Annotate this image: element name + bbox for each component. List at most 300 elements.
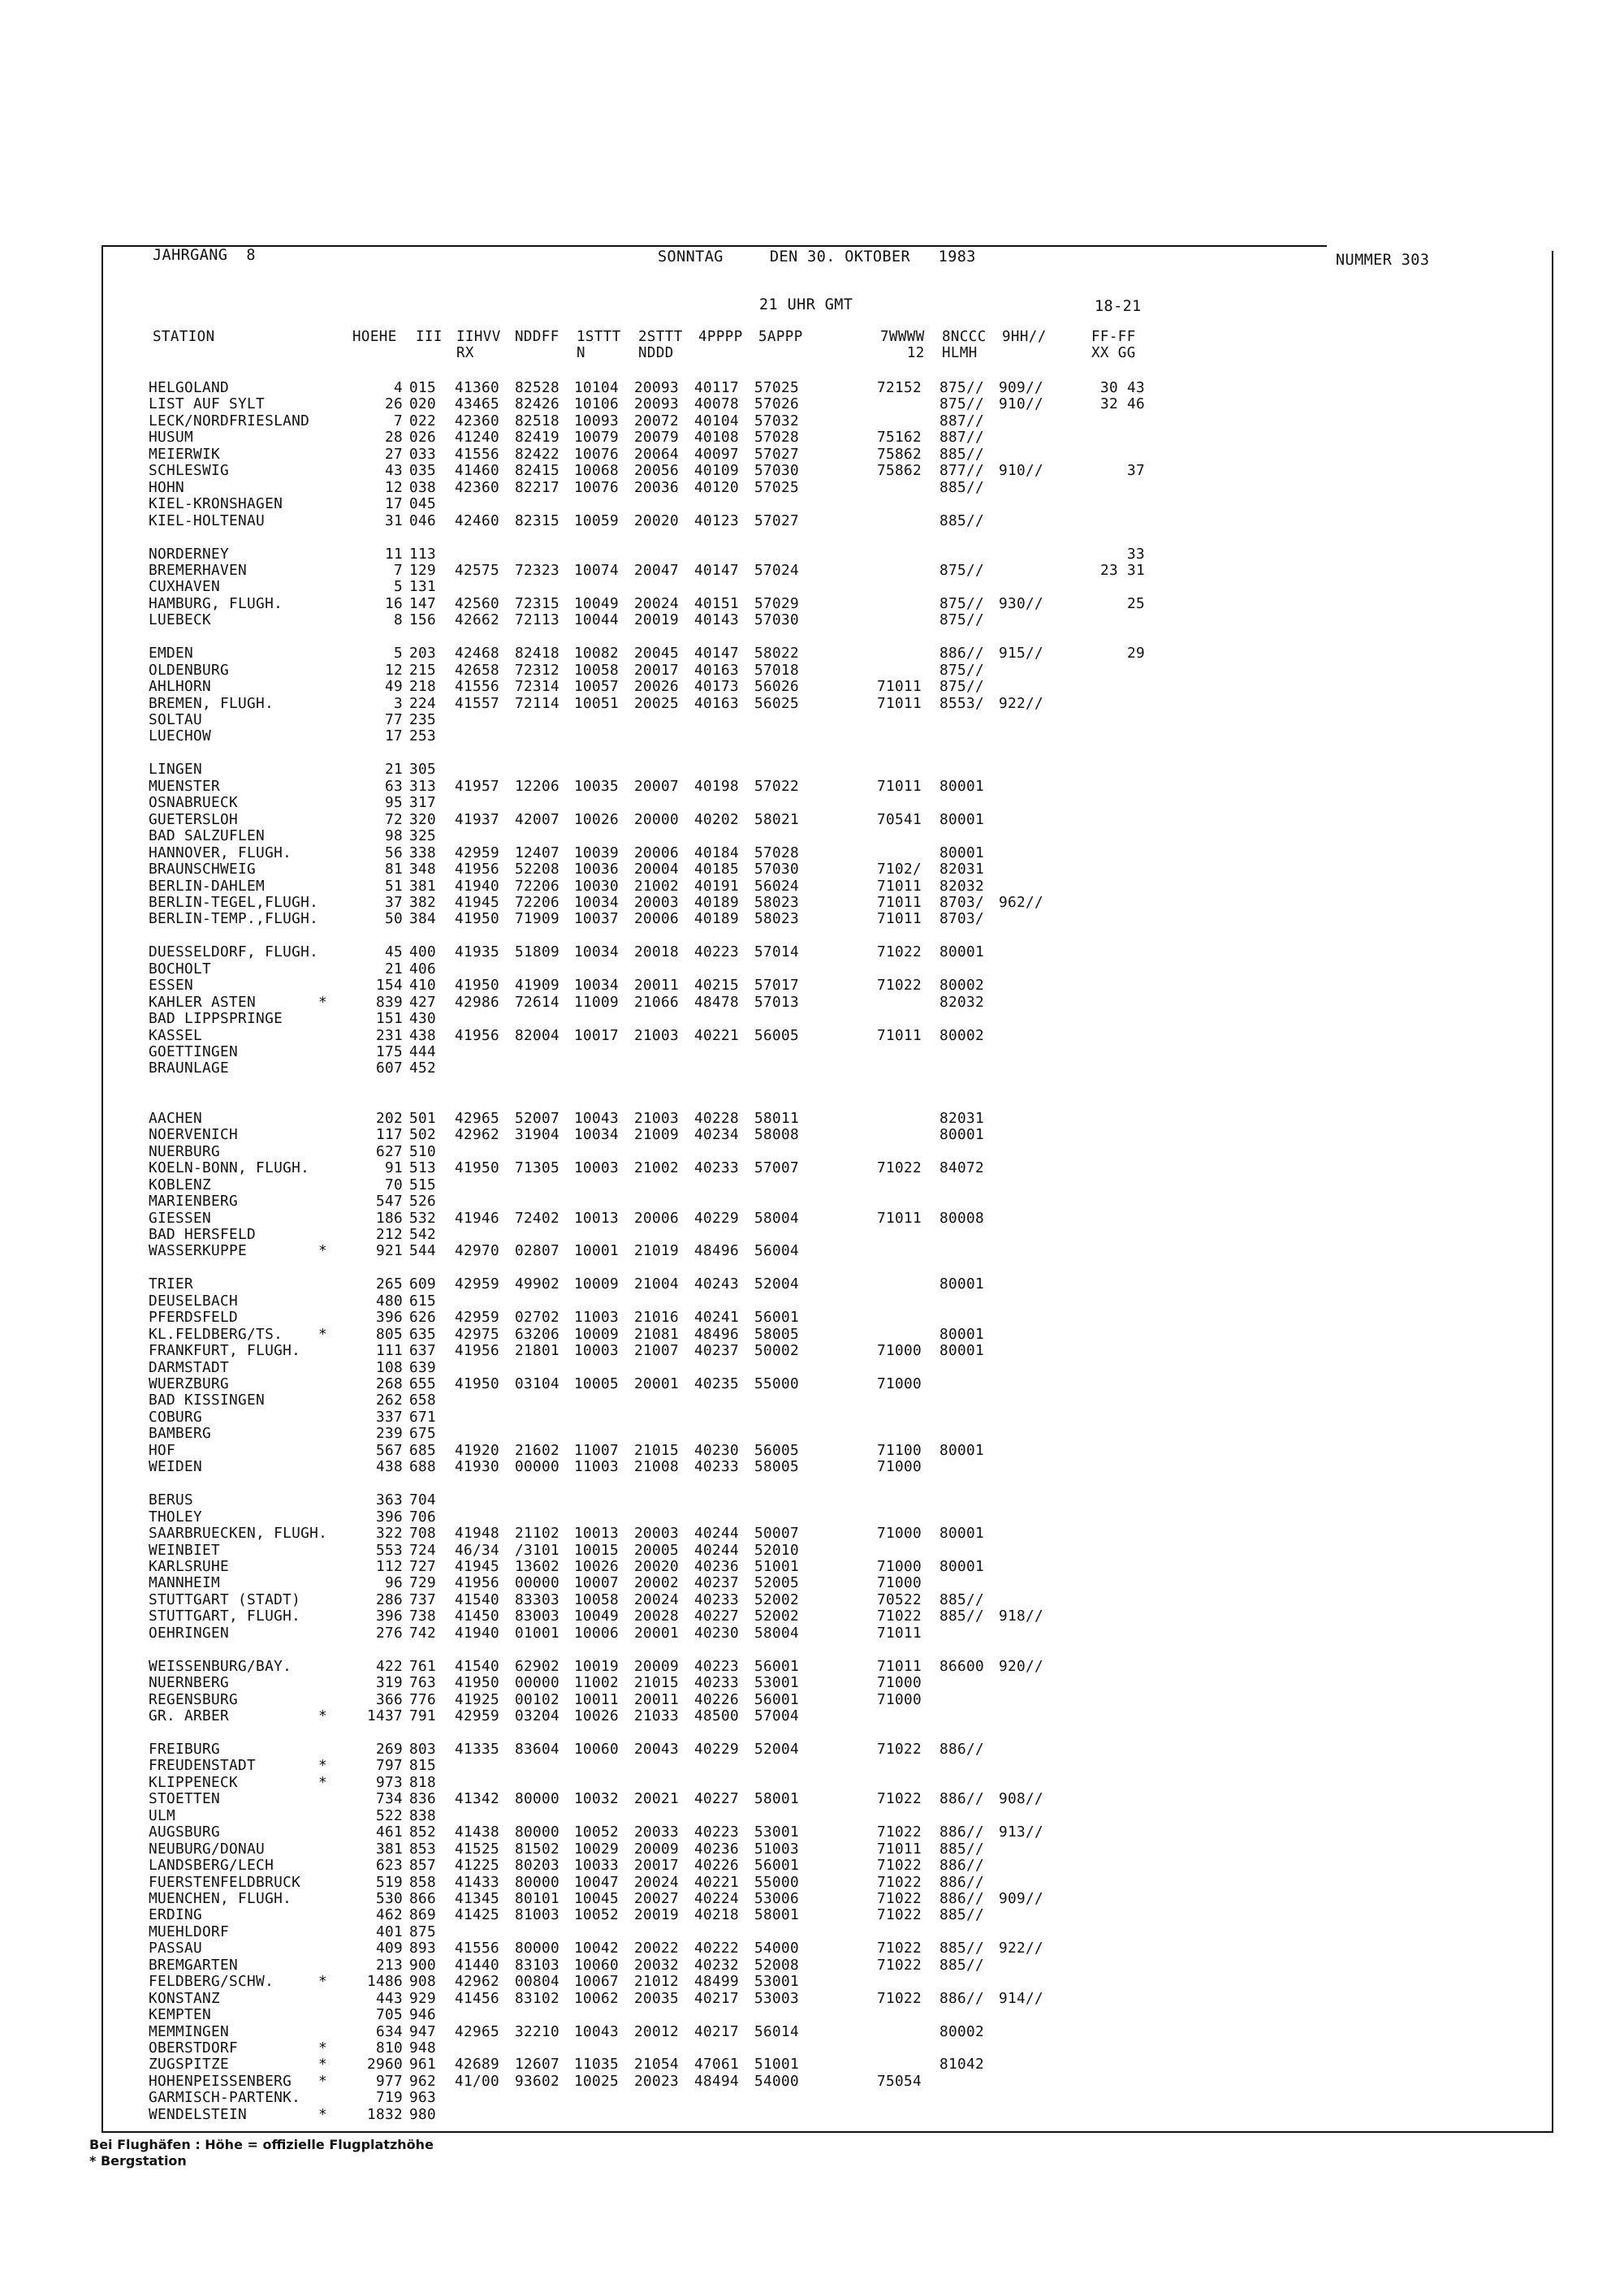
- cell-hoehe: 734: [375, 1790, 403, 1807]
- cell-station: LIST AUF SYLT: [149, 395, 266, 412]
- cell-station: LECK/NORDFRIESLAND: [149, 412, 310, 429]
- cell-c3: 42460: [455, 512, 500, 529]
- cell-c9: 71000: [877, 1342, 922, 1359]
- cell-c6: 21002: [634, 878, 680, 895]
- cell-c8: 51001: [754, 1558, 800, 1575]
- cell-c7: 40189: [694, 910, 740, 927]
- cell-c7: 40143: [694, 611, 740, 628]
- cell-station: OEHRINGEN: [149, 1625, 230, 1642]
- cell-c10: 886//: [939, 645, 985, 662]
- cell-c10: 80002: [939, 1027, 985, 1044]
- cell-c6: 20019: [634, 1906, 680, 1923]
- cell-hoehe: 72: [384, 811, 403, 828]
- cell-hoehe: 3: [393, 695, 403, 712]
- cell-station: WEIDEN: [149, 1458, 203, 1475]
- cell-c9: 71022: [877, 1906, 922, 1923]
- cell-c9: 71022: [877, 1608, 922, 1625]
- cell-hoehe: 381: [375, 1841, 403, 1858]
- cell-c11: 914//: [999, 1990, 1044, 2007]
- cell-c5: 10104: [574, 379, 620, 396]
- cell-c5: 10076: [574, 479, 620, 496]
- cell-c7: 40184: [694, 844, 740, 861]
- cell-iii: 203: [409, 645, 437, 662]
- cell-c10: 80001: [939, 844, 985, 861]
- cell-c7: 48494: [694, 2073, 740, 2090]
- cell-c3: 41950: [455, 1159, 500, 1176]
- cell-c3: 42689: [455, 2056, 500, 2073]
- cell-hoehe: 37: [384, 894, 403, 911]
- cell-station: AUGSBURG: [149, 1823, 221, 1841]
- cell-c6: 20036: [634, 479, 680, 496]
- cell-c3: 41946: [455, 1210, 500, 1227]
- cell-c6: 20012: [634, 2023, 680, 2040]
- cell-star: *: [318, 2056, 328, 2073]
- cell-hoehe: 522: [375, 1807, 403, 1824]
- cell-c7: 40228: [694, 1110, 740, 1127]
- cell-star: *: [318, 1326, 328, 1343]
- cell-iii: 704: [409, 1491, 437, 1508]
- cell-c4: /3101: [515, 1542, 560, 1559]
- cell-c3: 42975: [455, 1326, 500, 1343]
- cell-station: KOELN-BONN, FLUGH.: [149, 1159, 310, 1176]
- cell-c7: 40227: [694, 1608, 740, 1625]
- cell-c7: 40117: [694, 379, 740, 396]
- cell-hoehe: 265: [375, 1275, 403, 1293]
- cell-c3: 41335: [455, 1741, 500, 1758]
- cell-c8: 58023: [754, 910, 800, 927]
- cell-c8: 58008: [754, 1126, 800, 1143]
- cell-c6: 20072: [634, 412, 680, 429]
- cell-c8: 52010: [754, 1542, 800, 1559]
- cell-hoehe: 443: [375, 1990, 403, 2007]
- cell-c4: 83604: [515, 1741, 560, 1758]
- cell-hoehe: 231: [375, 1027, 403, 1044]
- cell-station: PASSAU: [149, 1940, 203, 1957]
- cell-iii: 658: [409, 1392, 437, 1409]
- cell-c8: 57024: [754, 562, 800, 579]
- cell-station: ERDING: [149, 1906, 203, 1923]
- cell-station: AACHEN: [149, 1110, 203, 1127]
- cell-c5: 10033: [574, 1857, 620, 1874]
- cell-c10: 875//: [939, 678, 985, 695]
- cell-c7: 40243: [694, 1275, 740, 1293]
- cell-c6: 20064: [634, 446, 680, 463]
- cell-station: MUENCHEN, FLUGH.: [149, 1890, 292, 1907]
- cell-c6: 20005: [634, 1542, 680, 1559]
- cell-c7: 40232: [694, 1957, 740, 1974]
- cell-station: BERLIN-DAHLEM: [149, 878, 266, 895]
- cell-c8: 57030: [754, 611, 800, 628]
- cell-c4: 52208: [515, 861, 560, 878]
- cell-iii: 305: [409, 761, 437, 778]
- cell-hoehe: 797: [375, 1757, 403, 1774]
- cell-iii: 501: [409, 1110, 437, 1127]
- cell-c3: 42959: [455, 1707, 500, 1724]
- cell-station: OBERSTDORF: [149, 2039, 239, 2056]
- cell-ff: 29: [1126, 645, 1145, 662]
- cell-c9: 71022: [877, 1940, 922, 1957]
- cell-station: FREUDENSTADT: [149, 1757, 257, 1774]
- cell-iii: 235: [409, 711, 437, 728]
- cell-c9: 71000: [877, 1458, 922, 1475]
- cell-c8: 52005: [754, 1574, 800, 1591]
- cell-c4: 80000: [515, 1823, 560, 1841]
- cell-c5: 10035: [574, 778, 620, 795]
- cell-station: BERLIN-TEGEL,FLUGH.: [149, 894, 319, 911]
- cell-c4: 72206: [515, 878, 560, 895]
- cell-iii: 738: [409, 1608, 437, 1625]
- cell-iii: 427: [409, 994, 437, 1011]
- cell-station: FUERSTENFELDBRUCK: [149, 1874, 301, 1891]
- cell-iii: 947: [409, 2023, 437, 2040]
- cell-hoehe: 91: [384, 1159, 403, 1176]
- cell-c4: 13602: [515, 1558, 560, 1575]
- cell-c7: 40223: [694, 943, 740, 960]
- cell-c8: 57007: [754, 1159, 800, 1176]
- cell-c6: 20001: [634, 1625, 680, 1642]
- cell-station: MEIERWIK: [149, 446, 221, 463]
- cell-hoehe: 322: [375, 1525, 403, 1542]
- cell-c3: 41945: [455, 1558, 500, 1575]
- issue-number: NUMMER 303: [1336, 252, 1430, 269]
- cell-c7: 48499: [694, 1973, 740, 1990]
- cell-c10: 80001: [939, 1525, 985, 1542]
- cell-c3: 41225: [455, 1857, 500, 1874]
- cell-c3: 41950: [455, 910, 500, 927]
- cell-hoehe: 63: [384, 778, 403, 795]
- cell-c6: 20028: [634, 1608, 680, 1625]
- cell-hoehe: 422: [375, 1658, 403, 1675]
- cell-c3: 42468: [455, 645, 500, 662]
- cell-iii: 532: [409, 1210, 437, 1227]
- cell-c10: 8703/: [939, 910, 985, 927]
- cell-c10: 885//: [939, 479, 985, 496]
- cell-c10: 875//: [939, 662, 985, 679]
- cell-c3: 41342: [455, 1790, 500, 1807]
- cell-iii: 313: [409, 778, 437, 795]
- cell-c7: 40223: [694, 1658, 740, 1675]
- col-iii: III: [416, 329, 443, 345]
- cell-c3: 42959: [455, 844, 500, 861]
- cell-c8: 56001: [754, 1309, 800, 1326]
- cell-c6: 20019: [634, 611, 680, 628]
- cell-station: BREMEN, FLUGH.: [149, 695, 274, 712]
- cell-c9: 75162: [877, 429, 922, 446]
- cell-c8: 55000: [754, 1874, 800, 1891]
- cell-hoehe: 81: [384, 861, 403, 878]
- cell-c4: 41909: [515, 977, 560, 994]
- cell-c10: 887//: [939, 412, 985, 429]
- cell-iii: 502: [409, 1126, 437, 1143]
- cell-iii: 452: [409, 1060, 437, 1077]
- cell-c6: 20011: [634, 1691, 680, 1708]
- cell-c6: 21009: [634, 1126, 680, 1143]
- cell-hoehe: 462: [375, 1906, 403, 1923]
- cell-c4: 72614: [515, 994, 560, 1011]
- cell-iii: 113: [409, 546, 437, 563]
- cell-c5: 10039: [574, 844, 620, 861]
- cell-iii: 869: [409, 1906, 437, 1923]
- cell-station: WEINBIET: [149, 1542, 221, 1559]
- cell-hoehe: 319: [375, 1674, 403, 1691]
- cell-c4: 82415: [515, 462, 560, 479]
- cell-c8: 51001: [754, 2056, 800, 2073]
- cell-iii: 384: [409, 910, 437, 927]
- cell-c5: 10026: [574, 1558, 620, 1575]
- cell-hoehe: 973: [375, 1774, 403, 1791]
- cell-hoehe: 480: [375, 1293, 403, 1310]
- cell-iii: 675: [409, 1425, 437, 1442]
- cell-c7: 40221: [694, 1027, 740, 1044]
- cell-hoehe: 239: [375, 1425, 403, 1442]
- cell-iii: 038: [409, 479, 437, 496]
- cell-c9: 71100: [877, 1442, 922, 1459]
- cell-station: AHLHORN: [149, 678, 212, 695]
- cell-hoehe: 154: [375, 977, 403, 994]
- cell-hoehe: 396: [375, 1608, 403, 1625]
- cell-c6: 20003: [634, 1525, 680, 1542]
- cell-hoehe: 396: [375, 1309, 403, 1326]
- cell-c9: 71022: [877, 1741, 922, 1758]
- cell-iii: 961: [409, 2056, 437, 2073]
- cell-c4: 52007: [515, 1110, 560, 1127]
- cell-c5: 10009: [574, 1275, 620, 1293]
- cell-iii: 639: [409, 1359, 437, 1376]
- cell-station: CUXHAVEN: [149, 578, 221, 595]
- cell-c10: 80001: [939, 778, 985, 795]
- cell-iii: 963: [409, 2089, 437, 2106]
- cell-iii: 724: [409, 1542, 437, 1559]
- cell-c8: 52004: [754, 1275, 800, 1293]
- cell-c9: 71022: [877, 1874, 922, 1891]
- col-iihvv: IIHVV RX: [456, 329, 501, 361]
- cell-c10: 886//: [939, 1741, 985, 1758]
- cell-ff: 25: [1126, 595, 1145, 612]
- cell-c3: 41345: [455, 1890, 500, 1907]
- cell-station: SOLTAU: [149, 711, 203, 728]
- cell-iii: 803: [409, 1741, 437, 1758]
- cell-c5: 10057: [574, 678, 620, 695]
- cell-c8: 50002: [754, 1342, 800, 1359]
- cell-c10: 885//: [939, 446, 985, 463]
- cell-station: KARLSRUHE: [149, 1558, 230, 1575]
- cell-c4: 21102: [515, 1525, 560, 1542]
- cell-c3: 42986: [455, 994, 500, 1011]
- cell-c9: 71022: [877, 1790, 922, 1807]
- cell-hoehe: 567: [375, 1442, 403, 1459]
- cell-station: WASSERKUPPE: [149, 1242, 248, 1259]
- cell-c6: 20003: [634, 894, 680, 911]
- cell-hoehe: 202: [375, 1110, 403, 1127]
- cell-c8: 57025: [754, 479, 800, 496]
- cell-c9: 72152: [877, 379, 922, 396]
- cell-iii: 866: [409, 1890, 437, 1907]
- footnote-mountain: * Bergstation: [89, 2153, 187, 2169]
- cell-c9: 70541: [877, 811, 922, 828]
- cell-hoehe: 623: [375, 1857, 403, 1874]
- cell-c4: 51809: [515, 943, 560, 960]
- cell-c8: 58011: [754, 1110, 800, 1127]
- cell-c7: 40244: [694, 1542, 740, 1559]
- cell-c5: 10001: [574, 1242, 620, 1259]
- cell-hoehe: 1832: [366, 2106, 403, 2123]
- cell-c3: 41957: [455, 778, 500, 795]
- cell-c8: 58022: [754, 645, 800, 662]
- cell-c4: 82418: [515, 645, 560, 662]
- cell-c8: 57027: [754, 512, 800, 529]
- cell-c4: 72312: [515, 662, 560, 679]
- cell-c5: 10009: [574, 1326, 620, 1343]
- cell-iii: 015: [409, 379, 437, 396]
- cell-c6: 20009: [634, 1658, 680, 1675]
- cell-c10: 84072: [939, 1159, 985, 1176]
- cell-c10: 886//: [939, 1874, 985, 1891]
- cell-iii: 381: [409, 878, 437, 895]
- cell-c5: 10017: [574, 1027, 620, 1044]
- cell-c3: 41433: [455, 1874, 500, 1891]
- cell-iii: 410: [409, 977, 437, 994]
- cell-c10: 885//: [939, 1957, 985, 1974]
- cell-c4: 31904: [515, 1126, 560, 1143]
- cell-c5: 10074: [574, 562, 620, 579]
- cell-c10: 82031: [939, 861, 985, 878]
- cell-star: *: [318, 2073, 328, 2090]
- cell-c4: 00000: [515, 1674, 560, 1691]
- cell-c8: 56001: [754, 1691, 800, 1708]
- cell-iii: 688: [409, 1458, 437, 1475]
- cell-c3: 42575: [455, 562, 500, 579]
- cell-c4: 80203: [515, 1857, 560, 1874]
- cell-c9: 71011: [877, 678, 922, 695]
- cell-iii: 655: [409, 1375, 437, 1392]
- cell-c4: 83003: [515, 1608, 560, 1625]
- cell-c11: 909//: [999, 1890, 1044, 1907]
- cell-c6: 20009: [634, 1841, 680, 1858]
- cell-c9: 71011: [877, 1841, 922, 1858]
- cell-c5: 10044: [574, 611, 620, 628]
- cell-c7: 40109: [694, 462, 740, 479]
- cell-iii: 708: [409, 1525, 437, 1542]
- cell-hoehe: 5: [393, 645, 403, 662]
- cell-iii: 526: [409, 1193, 437, 1210]
- cell-hoehe: 719: [375, 2089, 403, 2106]
- cell-c4: 83303: [515, 1591, 560, 1608]
- cell-c8: 57027: [754, 446, 800, 463]
- cell-c5: 10034: [574, 977, 620, 994]
- period-label: 18-21: [1095, 298, 1142, 315]
- cell-iii: 962: [409, 2073, 437, 2090]
- cell-iii: 900: [409, 1957, 437, 1974]
- cell-iii: 348: [409, 861, 437, 878]
- cell-c8: 50007: [754, 1525, 800, 1542]
- cell-station: WENDELSTEIN: [149, 2106, 248, 2123]
- col-1sttt: 1STTT N: [577, 329, 621, 361]
- cell-iii: 444: [409, 1043, 437, 1060]
- cell-c9: 71022: [877, 1159, 922, 1176]
- cell-c7: 40163: [694, 662, 740, 679]
- cell-hoehe: 363: [375, 1491, 403, 1508]
- cell-c8: 56005: [754, 1027, 800, 1044]
- cell-c3: 41456: [455, 1990, 500, 2007]
- cell-c11: 910//: [999, 395, 1044, 412]
- cell-hoehe: 108: [375, 1359, 403, 1376]
- cell-c6: 21012: [634, 1973, 680, 1990]
- cell-c10: 886//: [939, 1857, 985, 1874]
- cell-c7: 47061: [694, 2056, 740, 2073]
- cell-station: KOBLENZ: [149, 1176, 212, 1193]
- cell-station: PFERDSFELD: [149, 1309, 239, 1326]
- cell-iii: 818: [409, 1774, 437, 1791]
- cell-c4: 01001: [515, 1625, 560, 1642]
- cell-hoehe: 366: [375, 1691, 403, 1708]
- cell-c10: 887//: [939, 429, 985, 446]
- col-8nccc: 8NCCC HLMH: [942, 329, 987, 361]
- cell-c10: 8703/: [939, 894, 985, 911]
- cell-c5: 10043: [574, 1110, 620, 1127]
- cell-iii: 320: [409, 811, 437, 828]
- cell-station: FRANKFURT, FLUGH.: [149, 1342, 301, 1359]
- cell-c7: 40078: [694, 395, 740, 412]
- cell-c3: 41556: [455, 1940, 500, 1957]
- cell-c3: 41956: [455, 1342, 500, 1359]
- cell-c5: 10049: [574, 595, 620, 612]
- cell-c7: 40217: [694, 1990, 740, 2007]
- cell-station: NEUBURG/DONAU: [149, 1841, 266, 1858]
- cell-c3: 41940: [455, 878, 500, 895]
- cell-hoehe: 56: [384, 844, 403, 861]
- cell-c7: 40123: [694, 512, 740, 529]
- cell-c7: 48496: [694, 1326, 740, 1343]
- cell-station: BAD SALZUFLEN: [149, 827, 266, 844]
- cell-c6: 20093: [634, 379, 680, 396]
- cell-c6: 20024: [634, 595, 680, 612]
- col-4pppp: 4PPPP: [698, 329, 743, 345]
- cell-c8: 57028: [754, 429, 800, 446]
- cell-c5: 10058: [574, 1591, 620, 1608]
- cell-c4: 93602: [515, 2073, 560, 2090]
- cell-station: MUENSTER: [149, 778, 221, 795]
- cell-iii: 147: [409, 595, 437, 612]
- cell-c7: 48500: [694, 1707, 740, 1724]
- cell-c10: 82032: [939, 878, 985, 895]
- cell-c4: 02807: [515, 1242, 560, 1259]
- cell-c4: 00000: [515, 1574, 560, 1591]
- cell-station: REGENSBURG: [149, 1691, 239, 1708]
- cell-iii: 853: [409, 1841, 437, 1858]
- cell-station: BAD HERSFELD: [149, 1226, 257, 1243]
- jahrgang: JAHRGANG 8: [153, 247, 256, 264]
- cell-c9: 71022: [877, 1890, 922, 1907]
- cell-iii: 515: [409, 1176, 437, 1193]
- cell-c5: 10034: [574, 1126, 620, 1143]
- cell-c3: 41948: [455, 1525, 500, 1542]
- cell-iii: 382: [409, 894, 437, 911]
- cell-iii: 022: [409, 412, 437, 429]
- cell-hoehe: 438: [375, 1458, 403, 1475]
- cell-hoehe: 705: [375, 2006, 403, 2023]
- cell-c6: 20033: [634, 1823, 680, 1841]
- cell-c7: 48496: [694, 1242, 740, 1259]
- cell-hoehe: 627: [375, 1143, 403, 1160]
- cell-c8: 56001: [754, 1658, 800, 1675]
- cell-c9: 71011: [877, 910, 922, 927]
- cell-iii: 615: [409, 1293, 437, 1310]
- cell-c4: 82422: [515, 446, 560, 463]
- cell-c4: 63206: [515, 1326, 560, 1343]
- cell-c7: 40235: [694, 1375, 740, 1392]
- cell-c5: 10076: [574, 446, 620, 463]
- cell-c8: 56001: [754, 1857, 800, 1874]
